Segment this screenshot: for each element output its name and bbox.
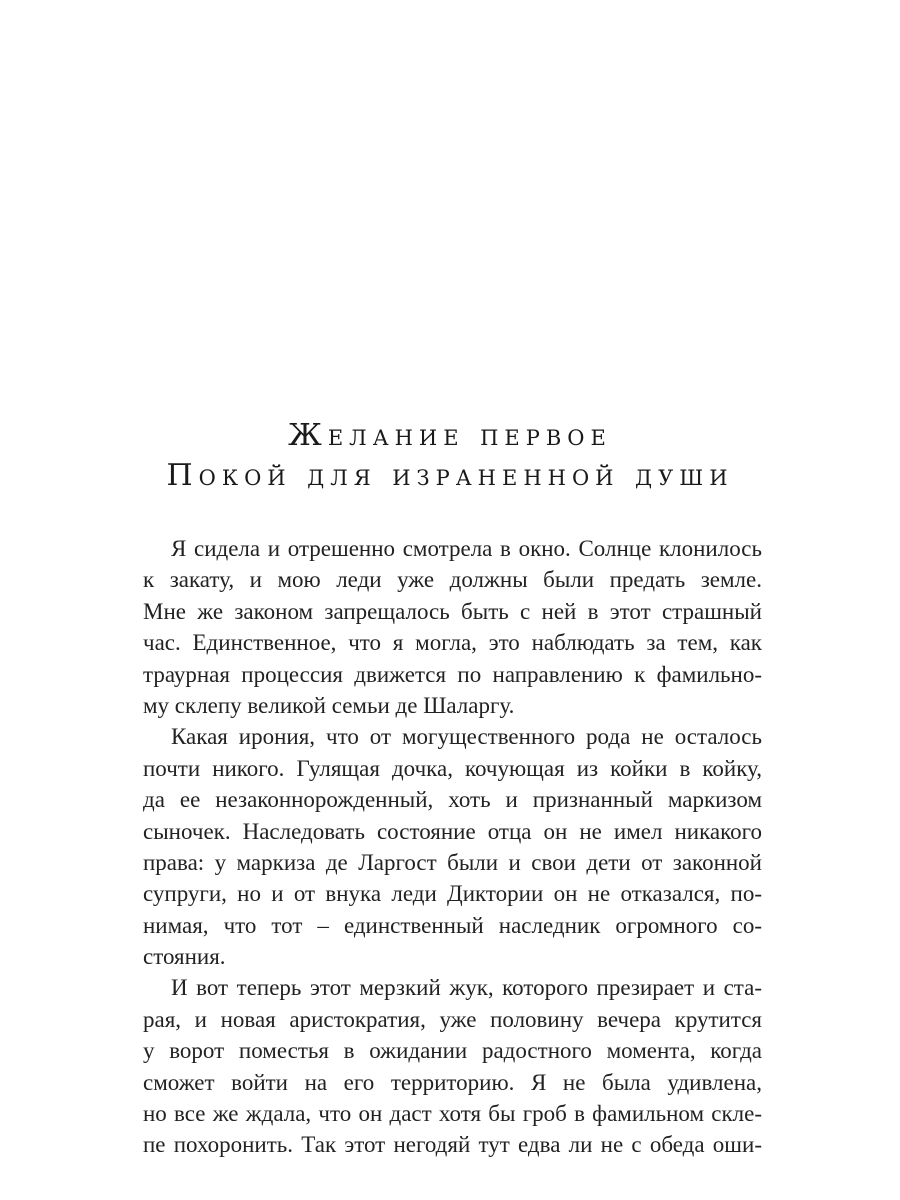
text-line: му склепу великой семьи де Шаларгу. [143,692,515,718]
text-line: Я сидела и отрешенно смотрела в окно. Солнце клонилось [171,536,762,561]
chapter-title: Желание первое [288,418,612,453]
text-line: у ворот поместья в ожидании радостного момента, когда [143,1038,762,1064]
paragraph-2 [143,721,762,972]
text-line: стояния. [143,944,226,970]
text-line: Какая ирония, что от могущественного рода не осталось [171,724,762,750]
chapter-subtitle: Покой для израненной души [166,458,734,493]
text-line: но все же ждала, что он даст хотя бы гроб в фамильном скле- [143,1101,762,1127]
text-line: почти никого. Гулящая дочка, кочующая из койки в койку, [143,755,762,781]
paragraph-1 [143,533,762,721]
text-line: к закату, и мою леди уже должны были предать земле. [143,567,762,593]
text-line: супруги, но и от внука леди Диктории он не отказался, по- [143,881,762,907]
text-line: да ее незаконнорожденный, хоть и признанный маркизом [143,787,762,813]
text-line: сыночек. Наследовать состояние отца он не имел никакого [143,818,762,844]
text-line: пе похоронить. Так этот негодяй тут едва ли не с обеда оши- [143,1132,762,1158]
text-line: И вот теперь этот мерзкий жук, которого презирает и ста- [171,975,762,1001]
text-line: права: у маркиза де Ларгост были и свои дети от законной [143,849,762,875]
text-line: сможет войти на его территорию. Я не была удивлена, [143,1069,762,1095]
text-line: час. Единственное, что я могла, это наблюдать за тем, как [143,630,762,656]
text-line: рая, и новая аристократия, уже половину вечера крутится [143,1006,762,1032]
text-line: Мне же законом запрещалось быть с ней в этот страшный [143,598,762,624]
chapter-body [143,533,762,1161]
text-line: траурная процессия движется по направлению к фамильно- [143,661,762,687]
paragraph-3 [143,972,762,1160]
text-line: нимая, что тот – единственный наследник огромного со- [143,912,762,938]
